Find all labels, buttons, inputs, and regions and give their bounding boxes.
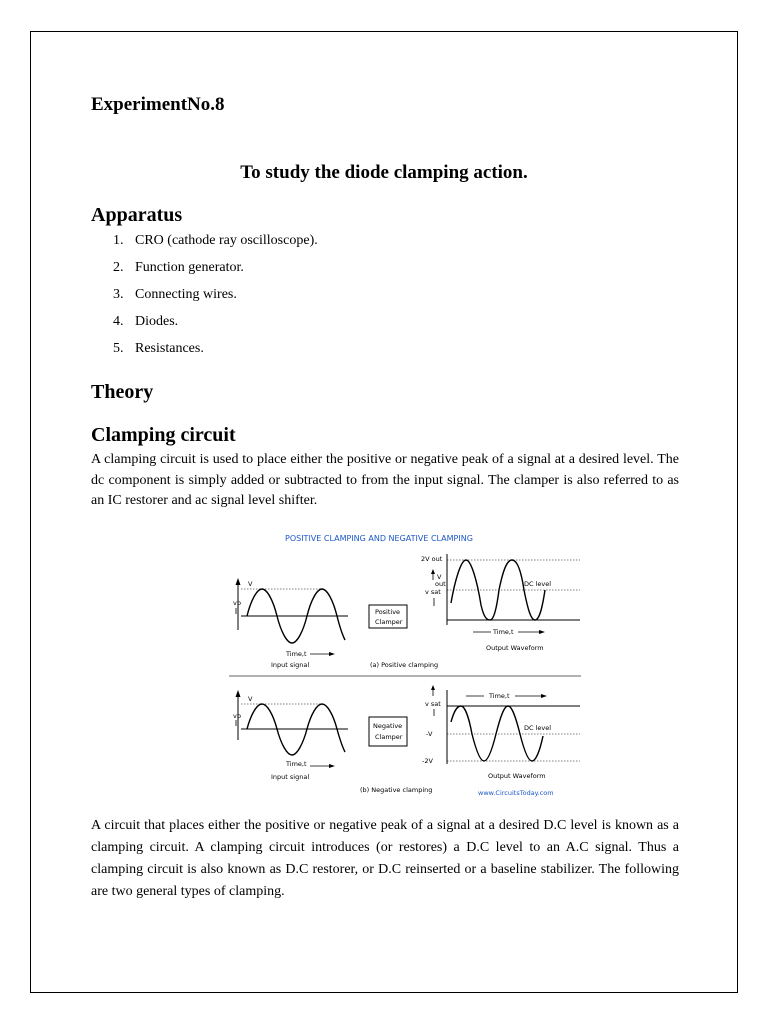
list-item: 1. CRO (cathode ray oscilloscope). <box>113 233 318 248</box>
positive-caption: (a) Positive clamping <box>370 661 439 669</box>
positive-input-graph <box>233 578 348 669</box>
negative-caption: (b) Negative clamping <box>360 786 433 794</box>
negative-output-graph <box>422 685 580 780</box>
positive-clamper-box <box>369 605 407 628</box>
svg-text:V: V <box>248 695 253 703</box>
apparatus-list <box>113 234 318 369</box>
negative-input-graph <box>233 690 348 781</box>
experiment-number: ExperimentNo.8 <box>91 94 225 115</box>
svg-text:Input signal: Input signal <box>271 661 310 669</box>
positive-output-graph <box>421 554 580 652</box>
svg-text:2V out: 2V out <box>421 555 443 563</box>
svg-text:out: out <box>435 580 446 588</box>
list-item: 3. Connecting wires. <box>113 287 237 302</box>
svg-text:Negative: Negative <box>373 722 403 730</box>
svg-text:Time,t: Time,t <box>286 760 307 768</box>
page-title: To study the diode clamping action. <box>240 162 528 183</box>
svg-text:Clamper: Clamper <box>375 618 403 626</box>
svg-text:vb: vb <box>233 599 241 607</box>
svg-text:-2V: -2V <box>422 757 433 765</box>
negative-clamper-box <box>369 717 407 746</box>
apparatus-heading: Apparatus <box>91 204 183 226</box>
svg-text:v sat: v sat <box>425 700 441 708</box>
list-item: 4. Diodes. <box>113 314 179 329</box>
clamping-heading: Clamping circuit <box>91 424 236 446</box>
clamping-figure <box>225 528 585 800</box>
svg-text:Time,t: Time,t <box>493 628 514 636</box>
list-item: 2. Function generator. <box>113 260 244 275</box>
svg-text:Time,t: Time,t <box>286 650 307 658</box>
svg-text:Output Waveform: Output Waveform <box>486 644 544 652</box>
svg-text:Clamper: Clamper <box>375 733 403 741</box>
list-item: 5. Resistances. <box>113 341 204 356</box>
svg-text:-V: -V <box>426 730 433 738</box>
figure-title: POSITIVE CLAMPING AND NEGATIVE CLAMPING <box>285 534 473 543</box>
theory-heading: Theory <box>91 381 154 403</box>
svg-text:V: V <box>437 573 442 581</box>
svg-text:Output Waveform: Output Waveform <box>488 772 546 780</box>
svg-text:DC level: DC level <box>524 580 552 588</box>
svg-text:v sat: v sat <box>425 588 441 596</box>
svg-text:DC level: DC level <box>524 724 552 732</box>
paragraph-intro: A clamping circuit is used to place either the positive or negative peak of a signal at a desired level. The dc component is simply added or subtracted to from the input signal. The clamper is also referred to as an IC restorer and ac signal level shifter. <box>91 452 679 508</box>
paragraph-definition: A circuit that places either the positive or negative peak of a signal at a desired D.C level is known as a clamping circuit. A clamping circuit introduces (or restores) a D.C level to an A.C signal. Thus a clamping circuit is also known as D.C restorer, or D.C reinserted or a baseline stabilizer. The following are two general types of clamping. <box>91 818 679 899</box>
svg-text:V: V <box>248 580 253 588</box>
svg-text:vb: vb <box>233 712 241 720</box>
svg-text:Input signal: Input signal <box>271 773 310 781</box>
svg-text:Positive: Positive <box>375 608 401 616</box>
svg-text:Time,t: Time,t <box>489 692 510 700</box>
website-credit: www.CircuitsToday.com <box>478 789 554 797</box>
